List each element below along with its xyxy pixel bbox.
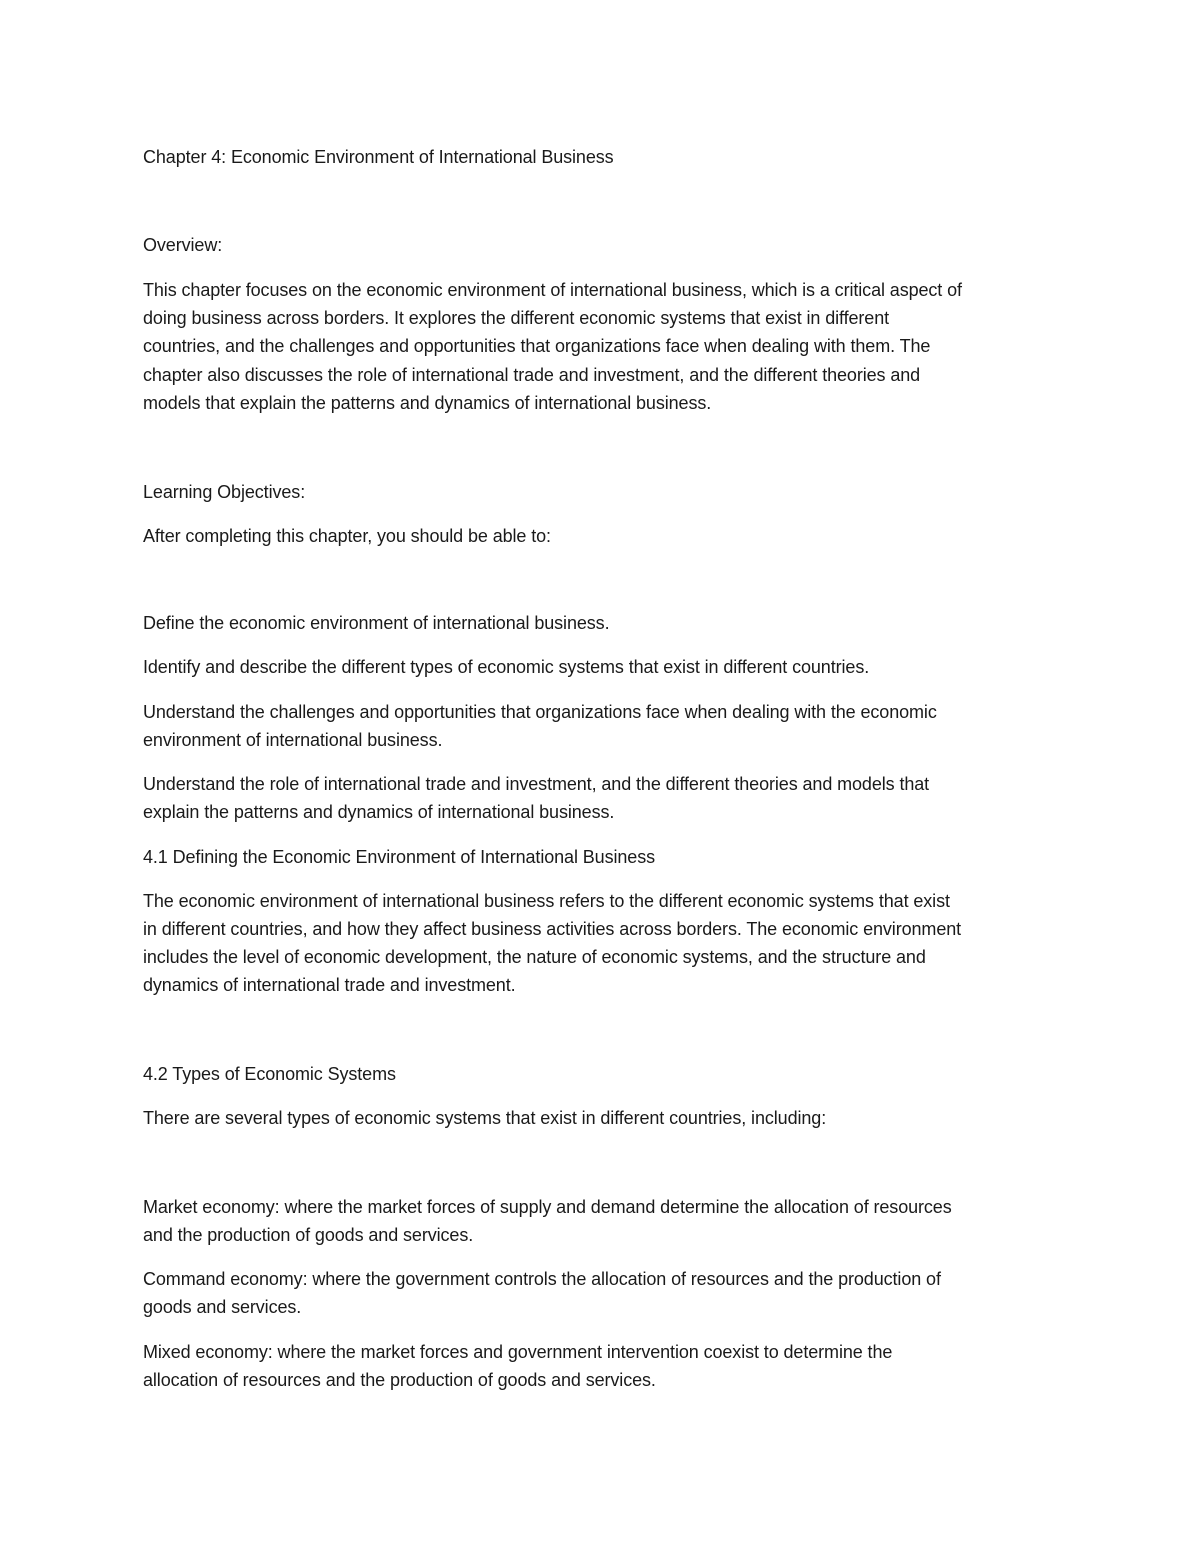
overview-heading: Overview: bbox=[143, 235, 223, 255]
economic-system-item-line: goods and services. bbox=[143, 1297, 302, 1317]
section-line: The economic environment of international business refers to the different economic systems that exist bbox=[143, 891, 950, 911]
objective-item-line: environment of international business. bbox=[143, 730, 443, 750]
overview-line: models that explain the patterns and dynamics of international business. bbox=[143, 393, 712, 413]
overview-line: This chapter focuses on the economic environment of international business, which is a critical aspect of bbox=[143, 280, 962, 300]
chapter-title: Chapter 4: Economic Environment of International Business bbox=[143, 147, 614, 167]
overview-line: doing business across borders. It explores the different economic systems that exist in different bbox=[143, 308, 890, 328]
objective-item: Define the economic environment of international business. bbox=[143, 613, 610, 633]
economic-system-item-line: allocation of resources and the production of goods and services. bbox=[143, 1370, 656, 1390]
objective-item-line: explain the patterns and dynamics of international business. bbox=[143, 802, 615, 822]
overview-line: chapter also discusses the role of international trade and investment, and the different theories and bbox=[143, 365, 921, 385]
section-4-2-intro: There are several types of economic systems that exist in different countries, including: bbox=[143, 1108, 827, 1128]
objectives-heading: Learning Objectives: bbox=[143, 482, 306, 502]
economic-system-item-line: Mixed economy: where the market forces and government intervention coexist to determine the bbox=[143, 1342, 893, 1362]
section-line: dynamics of international trade and investment. bbox=[143, 975, 516, 995]
economic-system-item-line: Market economy: where the market forces of supply and demand determine the allocation of resources bbox=[143, 1197, 952, 1217]
objectives-intro: After completing this chapter, you should be able to: bbox=[143, 526, 551, 546]
section-4-1-heading: 4.1 Defining the Economic Environment of International Business bbox=[143, 847, 655, 867]
overview-line: countries, and the challenges and opportunities that organizations face when dealing with them. The bbox=[143, 336, 931, 356]
section-line: in different countries, and how they affect business activities across borders. The economic environment bbox=[143, 919, 962, 939]
section-4-2-heading: 4.2 Types of Economic Systems bbox=[143, 1064, 396, 1084]
economic-system-item-line: Command economy: where the government controls the allocation of resources and the production of bbox=[143, 1269, 941, 1289]
objective-item-line: Understand the role of international trade and investment, and the different theories and models that bbox=[143, 774, 930, 794]
objective-item: Identify and describe the different types of economic systems that exist in different countries. bbox=[143, 657, 870, 677]
economic-system-item-line: and the production of goods and services. bbox=[143, 1225, 474, 1245]
section-line: includes the level of economic development, the nature of economic systems, and the structure and bbox=[143, 947, 926, 967]
objective-item-line: Understand the challenges and opportunities that organizations face when dealing with the economic bbox=[143, 702, 937, 722]
